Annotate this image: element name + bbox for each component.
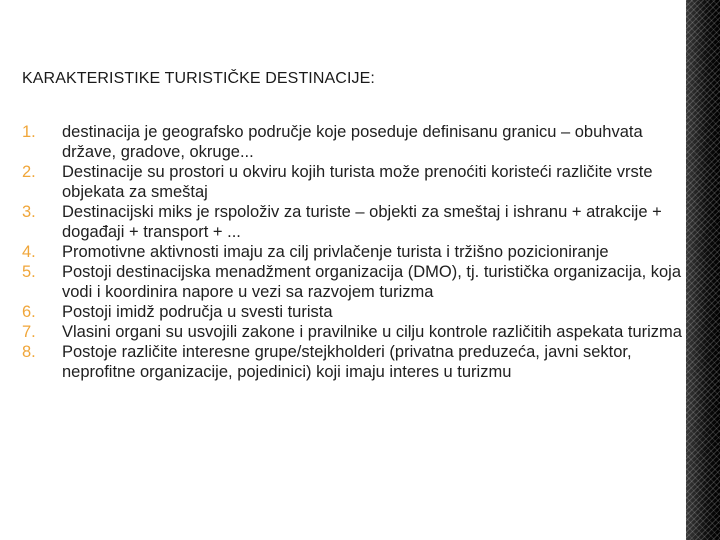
list-item-number: 7. bbox=[22, 323, 36, 341]
list-item bbox=[22, 242, 684, 262]
list-item-text: Postoji imidž područja u svesti turista bbox=[62, 303, 333, 321]
list-item-number: 6. bbox=[22, 303, 36, 321]
list-item-number: 1. bbox=[22, 123, 36, 141]
decorative-border bbox=[686, 0, 720, 540]
list-item-text: Destinacijski miks je rspoloživ za turiste – objekti za smeštaj i ishranu + atrakcije + događaji + transport + ... bbox=[62, 203, 662, 241]
list-item bbox=[22, 122, 684, 162]
list-item bbox=[22, 302, 684, 322]
list-item-text: Postoji destinacijska menadžment organizacija (DMO), tj. turistička organizacija, koja vodi i koordinira napore u vezi sa razvojem turizma bbox=[62, 263, 681, 301]
list-item-number: 3. bbox=[22, 203, 36, 221]
list-item-number: 4. bbox=[22, 243, 36, 261]
list-item bbox=[22, 322, 684, 342]
slide-title: KARAKTERISTIKE TURISTIČKE DESTINACIJE: bbox=[22, 70, 375, 87]
list-item-text: Destinacije su prostori u okviru kojih turista može prenoćiti koristeći različite vrste objekata za smeštaj bbox=[62, 163, 653, 201]
list-item bbox=[22, 202, 684, 242]
characteristics-list bbox=[22, 122, 684, 382]
list-item-text: Vlasini organi su usvojili zakone i pravilnike u cilju kontrole različitih aspekata turizma bbox=[62, 323, 682, 341]
list-item-number: 2. bbox=[22, 163, 36, 181]
list-item bbox=[22, 162, 684, 202]
list-item-text: destinacija je geografsko područje koje poseduje definisanu granicu – obuhvata države, gradove, okruge... bbox=[62, 123, 643, 161]
list-item-number: 8. bbox=[22, 343, 36, 361]
list-item bbox=[22, 262, 684, 302]
list-item-text: Promotivne aktivnosti imaju za cilj privlačenje turista i tržišno pozicioniranje bbox=[62, 243, 609, 261]
list-item-number: 5. bbox=[22, 263, 36, 281]
list-item-text: Postoje različite interesne grupe/stejkholderi (privatna preduzeća, javni sektor, neprofitne organizacije, pojedinici) koji imaju interes u turizmu bbox=[62, 343, 632, 381]
list-item bbox=[22, 342, 684, 382]
